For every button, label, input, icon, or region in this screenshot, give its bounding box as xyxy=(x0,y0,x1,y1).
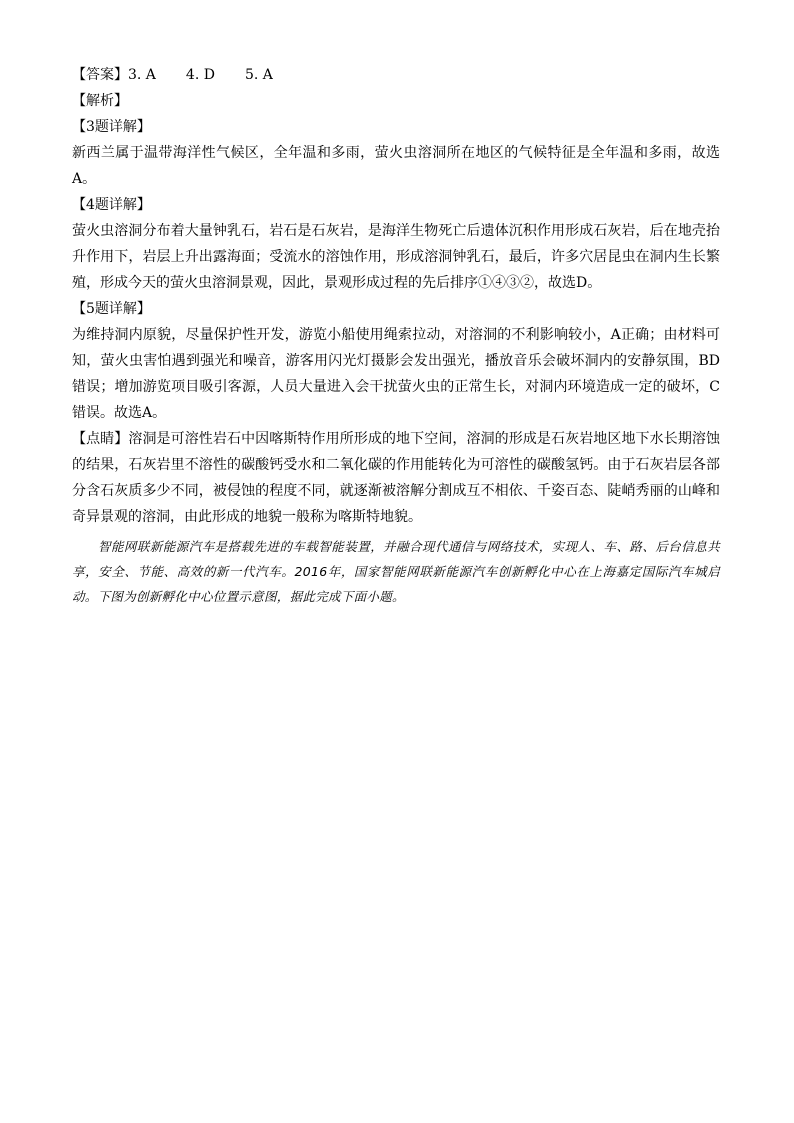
q4-explanation: 萤火虫溶洞分布着大量钟乳石，岩石是石灰岩，是海洋生物死亡后遗体沉积作用形成石灰岩，后在地壳抬升作用下，岩层上升出露海面；受流水的溶蚀作用，形成溶洞钟乳石，最后，许多穴居昆虫在洞内生长繁殖，形成今天的萤火虫溶洞景观，因此，景观形成过程的先后排序①④③②，故选D。 xyxy=(72,223,720,291)
highlight-paragraph xyxy=(72,426,720,530)
q4-heading: 【4题详解】 xyxy=(72,197,151,213)
answer-label: 【答案】 xyxy=(72,67,128,83)
document-page xyxy=(72,62,720,609)
highlight-label: 【点睛】 xyxy=(72,431,129,447)
analysis-heading: 【解析】 xyxy=(72,93,128,109)
next-question-intro: 智能网联新能源汽车是搭载先进的车载智能装置，并融合现代通信与网络技术，实现人、车、路、后台信息共享，安全、节能、高效的新一代汽车。2016年，国家智能网联新能源汽车创新孵化中心在上海嘉定国际汽车城启动。下图为创新孵化中心位置示意图，据此完成下面小题。 xyxy=(72,539,720,604)
answer-q4: 4. D xyxy=(185,67,215,83)
q5-explanation: 为维持洞内原貌，尽量保护性开发，游览小船使用绳索拉动，对溶洞的不利影响较小，A正确；由材料可知，萤火虫害怕遇到强光和噪音，游客用闪光灯摄影会发出强光，播放音乐会破坏洞内的安静氛围，BD错误；增加游览项目吸引客源，人员大量进入会干扰萤火虫的正常生长，对洞内环境造成一定的破坏，C错误。故选A。 xyxy=(72,327,720,421)
q5-heading: 【5题详解】 xyxy=(72,301,151,317)
answer-q3: 3. A xyxy=(128,67,156,83)
highlight-text: 溶洞是可溶性岩石中因喀斯特作用所形成的地下空间，溶洞的形成是石灰岩地区地下水长期溶蚀的结果，石灰岩里不溶性的碳酸钙受水和二氧化碳的作用能转化为可溶性的碳酸氢钙。由于石灰岩层各部分含石灰质多少不同，被侵蚀的程度不同，就逐渐被溶解分割成互不相依、千姿百态、陡峭秀丽的山峰和奇异景观的溶洞，由此形成的地貌一般称为喀斯特地貌。 xyxy=(72,431,721,525)
q3-explanation: 新西兰属于温带海洋性气候区，全年温和多雨，萤火虫溶洞所在地区的气候特征是全年温和多雨，故选A。 xyxy=(72,145,720,187)
answer-line xyxy=(72,62,720,88)
answer-q5: 5. A xyxy=(244,67,273,83)
q3-heading: 【3题详解】 xyxy=(72,119,151,135)
